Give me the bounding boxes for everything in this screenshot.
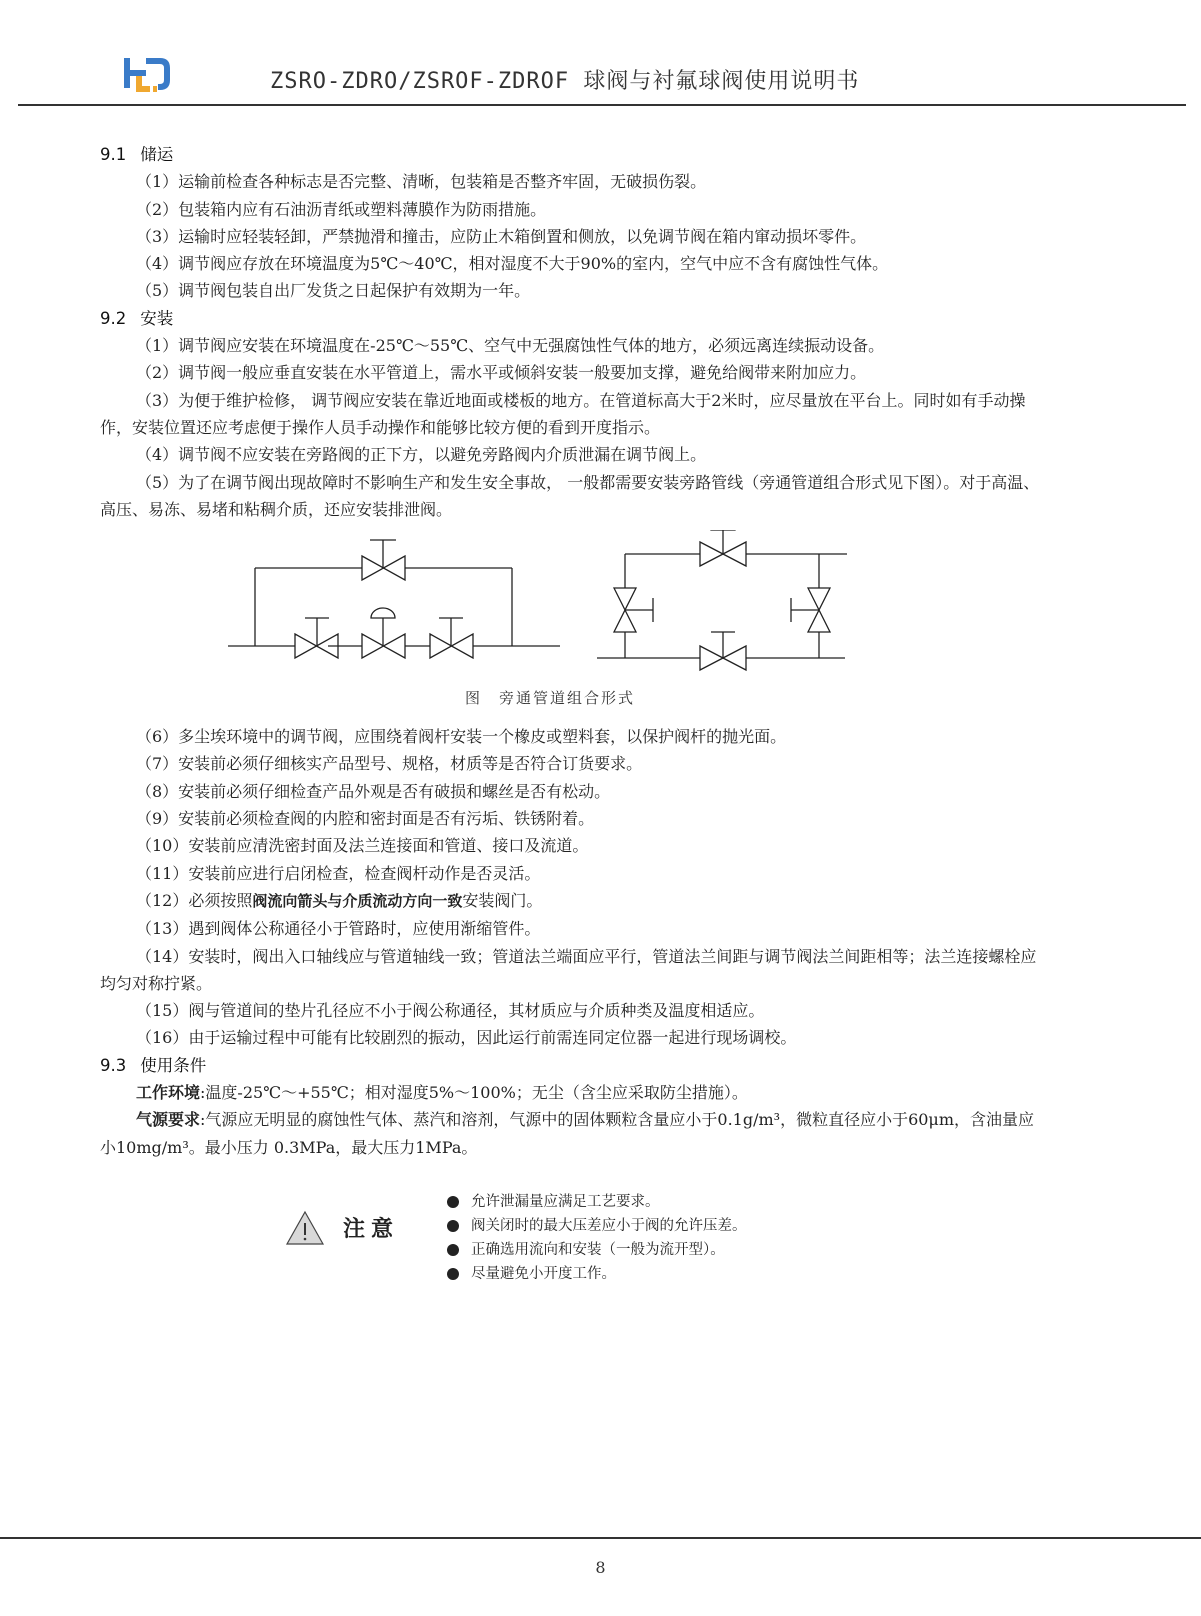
env-text: :温度-25℃～+55℃；相对湿度5%～100%；无尘（含尘应采取防尘措施）。 — [200, 1083, 748, 1103]
emphasis-text: 阀流向箭头与介质流动方向一致 — [252, 891, 463, 910]
control-valve-icon — [700, 530, 746, 566]
paragraph: （3）为便于维护检修， 调节阀应安装在靠近地面或楼板的地方。在管道标高大于2米时，应尽量放在平台上。同时如有手动操作，安装位置还应考虑便于操作人员手动操作和能够比较方便的看到开度指示。 — [100, 390, 1026, 437]
paragraph: （6）多尘埃环境中的调节阀，应围绕着阀杆安装一个橡皮或塑料套，以保护阀杆的抛光面。 — [136, 727, 787, 747]
section-heading — [100, 1052, 1040, 1079]
paragraph: （8）安装前必须仔细检查产品外观是否有破损和螺丝是否有松动。 — [136, 781, 611, 801]
section-heading — [100, 305, 1040, 332]
notice-label: 注意 — [343, 1216, 400, 1242]
page-header — [0, 0, 1201, 110]
air-text: :气源应无明显的腐蚀性气体、蒸汽和溶剂，气源中的固体颗粒含量应小于0.1g/m³，微粒直径应小于60μm，含油量应小10mg/m³。最小压力 0.3MPa，最大压力1MPa。 — [100, 1110, 1035, 1157]
hand-valve-icon — [614, 588, 653, 632]
paragraph: （4）调节阀应存放在环境温度为5℃～40℃，相对湿度不大于90%的室内，空气中应不含有腐蚀性气体。 — [136, 254, 889, 274]
hd-logo-icon — [124, 56, 174, 96]
paragraph: （4）调节阀不应安装在旁路阀的正下方，以避免旁路阀内介质泄漏在调节阀上。 — [136, 445, 707, 465]
bypass-form-2 — [597, 530, 847, 670]
notice-item: 阀关闭时的最大压差应小于阀的允许压差。 — [445, 1214, 747, 1238]
figure-caption: 图 旁通管道组合形式 — [464, 689, 635, 707]
bypass-diagram — [220, 530, 880, 680]
paragraph: （5）调节阀包装自出厂发货之日起保护有效期为一年。 — [136, 281, 531, 301]
paragraph: （14）安装时，阀出入口轴线应与管道轴线一致；管道法兰端面应平行，管道法兰间距与调节阀法兰间距相等；法兰连接螺栓应均匀对称拧紧。 — [100, 946, 1037, 993]
hand-valve-icon — [430, 618, 473, 658]
section-heading — [100, 141, 1040, 168]
notice-block — [285, 1190, 845, 1290]
notice-item: 允许泄漏量应满足工艺要求。 — [445, 1190, 747, 1214]
paragraph: （2）包装箱内应有石油沥青纸或塑料薄膜作为防雨措施。 — [136, 199, 547, 219]
hand-valve-icon — [295, 618, 338, 658]
hand-valve-icon — [791, 588, 830, 632]
header-divider — [18, 104, 1186, 106]
paragraph: （2）调节阀一般应垂直安装在水平管道上，需水平或倾斜安装一般要加支撑，避免给阀带来附加应力。 — [136, 363, 867, 383]
section-title: 储运 — [140, 145, 174, 164]
paragraph: （1）运输前检查各种标志是否完整、清晰，包装箱是否整齐牢固，无破损伤裂。 — [136, 172, 707, 192]
paragraph: （5）为了在调节阀出现故障时不影响生产和发生安全事故， 一般都需要安装旁路管线（旁通管道组合形式见下图）。对于高温、高压、易冻、易堵和粘稠介质，还应安装排泄阀。 — [100, 472, 1040, 519]
notice-item: 正确选用流向和安装（一般为流开型）。 — [445, 1238, 747, 1262]
notice-item: 尽量避免小开度工作。 — [445, 1262, 747, 1286]
paragraph: （16）由于运输过程中可能有比较剧烈的振动，因此运行前需连同定位器一起进行现场调校。 — [136, 1028, 797, 1048]
paragraph: （15）阀与管道间的垫片孔径应不小于阀公称通径，其材质应与介质种类及温度相适应。 — [136, 1001, 765, 1021]
paragraph: （9）安装前必须检查阀的内腔和密封面是否有污垢、铁锈附着。 — [136, 809, 595, 829]
bypass-form-1 — [228, 540, 560, 658]
section-number: 9.1 — [100, 145, 127, 164]
paragraph: （11）安装前应进行启闭检查，检查阀杆动作是否灵活。 — [136, 863, 541, 883]
section-title: 使用条件 — [140, 1055, 207, 1075]
env-label: 工作环境 — [136, 1083, 201, 1103]
warning-triangle-icon — [285, 1210, 325, 1246]
section-number: 9.2 — [100, 308, 127, 328]
paragraph: （3）运输时应轻装轻卸，严禁抛滑和撞击，应防止木箱倒置和侧放，以免调节阀在箱内窜动损坏零件。 — [136, 226, 867, 246]
air-label: 气源要求 — [136, 1110, 201, 1130]
paragraph: （10）安装前应清洗密封面及法兰连接面和管道、接口及流道。 — [136, 836, 589, 856]
section-number: 9.3 — [100, 1055, 127, 1075]
paragraph: （13）遇到阀体公称通径小于管路时，应使用渐缩管件。 — [136, 919, 541, 939]
paragraph: （7）安装前必须仔细核实产品型号、规格，材质等是否符合订货要求。 — [136, 754, 643, 774]
notice-list — [445, 1190, 747, 1286]
control-valve-icon — [362, 608, 405, 658]
footer-divider — [0, 1537, 1201, 1539]
section-title: 安装 — [140, 308, 174, 328]
para-prefix: （12）必须按照 — [136, 890, 253, 910]
bypass-piping-figure — [220, 530, 880, 715]
page-number: 8 — [595, 1558, 606, 1577]
hand-valve-icon — [362, 540, 405, 580]
paragraph — [100, 887, 1040, 915]
document-title: ZSRO-ZDRO/ZSROF-ZDROF 球阀与衬氟球阀使用说明书 — [270, 69, 860, 94]
paragraph — [100, 1106, 1040, 1161]
paragraph: （1）调节阀应安装在环境温度在-25℃～55℃、空气中无强腐蚀性气体的地方，必须远离连续振动设备。 — [136, 336, 885, 356]
para-suffix: 安装阀门。 — [462, 890, 543, 910]
hand-valve-icon — [700, 632, 746, 670]
paragraph — [100, 1079, 1040, 1106]
